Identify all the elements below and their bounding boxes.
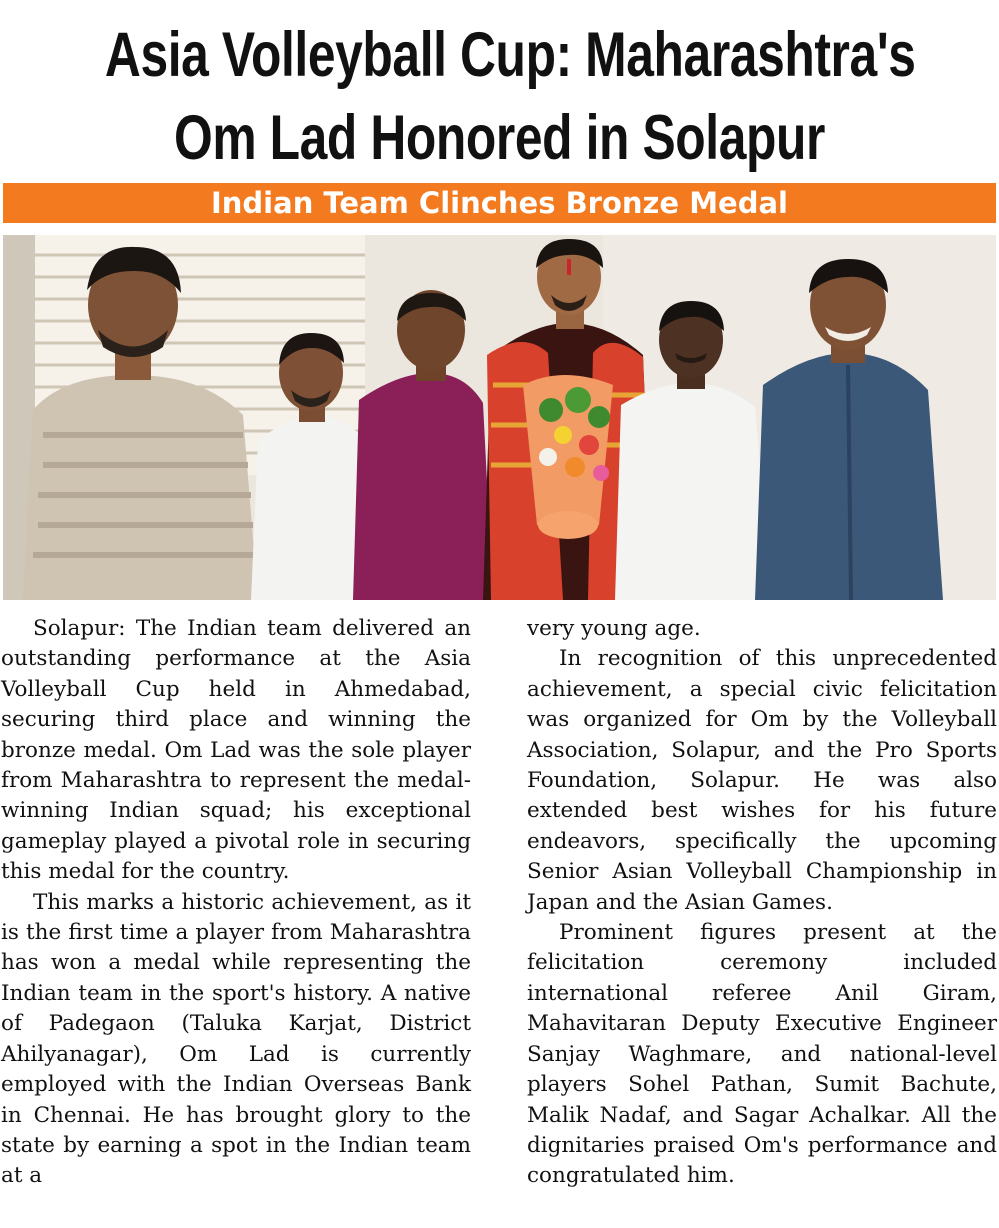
subheadline-band: Indian Team Clinches Bronze Medal — [3, 183, 996, 223]
headline-line-2: Om Lad Honored in Solapur — [173, 103, 825, 173]
article-column-right — [527, 614, 997, 1192]
article-paragraph: Solapur: The Indian team delivered an outstanding performance at the Asia Volleyball Cup held in Ahmedabad, securing third place and winning the bronze medal. Om Lad was the sole player from Maharashtra to represent the medal-winning Indian squad; his exceptional gameplay played a pivotal role in securing this medal for the country. — [1, 616, 471, 885]
bouquet — [523, 375, 613, 539]
article-column-left — [1, 614, 471, 1192]
headline — [104, 14, 916, 180]
article-paragraph-continuation: very young age. — [527, 616, 701, 641]
article-paragraph: Prominent figures present at the felicitation ceremony included international referee Anil Giram, Mahavitaran Deputy Executive Engineer Sanjay Waghmare, and national-level players Sohel Pathan, Sumit Bachute, Malik Nadaf, and Sagar Achalkar. All the dignitaries praised Om's performance and congratulated him. — [527, 920, 997, 1189]
article-paragraph: This marks a historic achievement, as it is the first time a player from Maharashtra has won a medal while representing the Indian team in the sport's history. A native of Padegaon (Taluka Karjat, District Ahilyanagar), Om Lad is currently employed with the Indian Overseas Bank in Chennai. He has brought glory to the state by earning a spot in the Indian team at a — [1, 889, 471, 1189]
news-photo — [3, 235, 996, 600]
article-paragraph: In recognition of this unprecedented achievement, a special civic felicitation was organized for Om by the Volleyball Association, Solapur, and the Pro Sports Foundation, Solapur. He was also extended best wishes for his future endeavors, specifically the upcoming Senior Asian Volleyball Championship in Japan and the Asian Games. — [527, 646, 997, 915]
headline-line-1: Asia Volleyball Cup: Maharashtra's — [104, 20, 916, 90]
